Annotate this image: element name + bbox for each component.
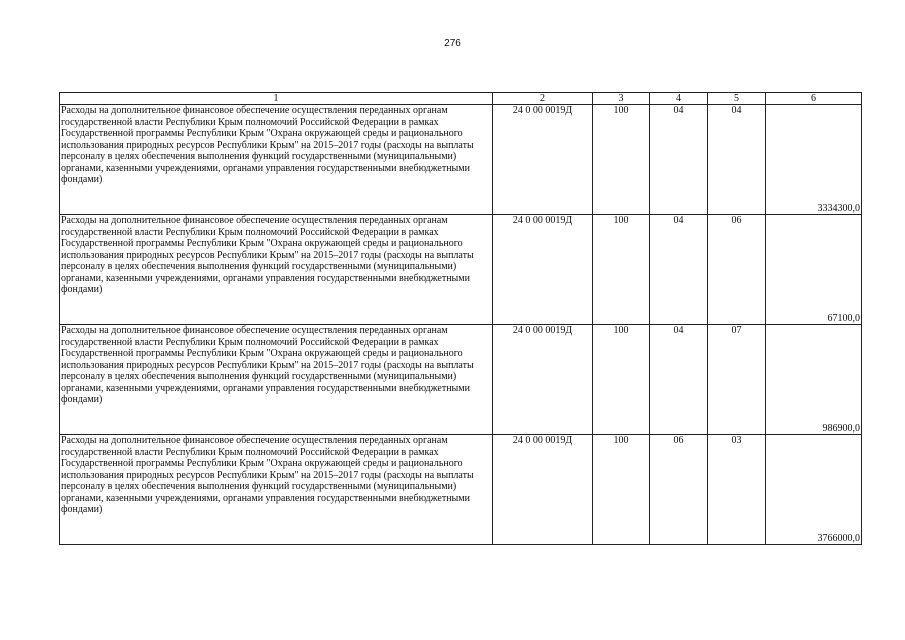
row-amount: 986900,0 — [766, 325, 862, 435]
row-expense-type: 100 — [593, 435, 650, 545]
table-header-row — [60, 93, 862, 105]
row-description: Расходы на дополнительное финансовое обеспечение осуществления переданных органам государственной власти Республики Крым полномочий Российской Федерации в рамках Государственной программы Республики Крым "Охрана окружающей среды и рационального использования природных ресурсов Республики Крым" на 2015–2017 годы (расходы на выплаты персоналу в целях обеспечения выполнения функций государственными (муниципальными) органами, казенными учреждениями, органами управления государственными внебюджетными фондами) — [60, 435, 493, 545]
row-target-code: 24 0 00 0019Д — [493, 105, 593, 215]
row-amount: 3766000,0 — [766, 435, 862, 545]
row-amount: 3334300,0 — [766, 105, 862, 215]
row-expense-type: 100 — [593, 105, 650, 215]
row-target-code: 24 0 00 0019Д — [493, 435, 593, 545]
row-subsection: 06 — [708, 215, 766, 325]
row-description: Расходы на дополнительное финансовое обеспечение осуществления переданных органам государственной власти Республики Крым полномочий Российской Федерации в рамках Государственной программы Республики Крым "Охрана окружающей среды и рационального использования природных ресурсов Республики Крым" на 2015–2017 годы (расходы на выплаты персоналу в целях обеспечения выполнения функций государственными (муниципальными) органами, казенными учреждениями, органами управления государственными внебюджетными фондами) — [60, 105, 493, 215]
row-section: 04 — [650, 215, 708, 325]
column-header-1: 1 — [60, 93, 493, 105]
row-description: Расходы на дополнительное финансовое обеспечение осуществления переданных органам государственной власти Республики Крым полномочий Российской Федерации в рамках Государственной программы Республики Крым "Охрана окружающей среды и рационального использования природных ресурсов Республики Крым" на 2015–2017 годы (расходы на выплаты персоналу в целях обеспечения выполнения функций государственными (муниципальными) органами, казенными учреждениями, органами управления государственными внебюджетными фондами) — [60, 325, 493, 435]
row-subsection: 04 — [708, 105, 766, 215]
row-expense-type: 100 — [593, 325, 650, 435]
row-section: 04 — [650, 325, 708, 435]
row-target-code: 24 0 00 0019Д — [493, 325, 593, 435]
row-subsection: 07 — [708, 325, 766, 435]
table-row — [60, 325, 862, 435]
table-row — [60, 215, 862, 325]
row-amount: 67100,0 — [766, 215, 862, 325]
row-description: Расходы на дополнительное финансовое обеспечение осуществления переданных органам государственной власти Республики Крым полномочий Российской Федерации в рамках Государственной программы Республики Крым "Охрана окружающей среды и рационального использования природных ресурсов Республики Крым" на 2015–2017 годы (расходы на выплаты персоналу в целях обеспечения выполнения функций государственными (муниципальными) органами, казенными учреждениями, органами управления государственными внебюджетными фондами) — [60, 215, 493, 325]
row-section: 04 — [650, 105, 708, 215]
table-row — [60, 105, 862, 215]
page-number: 276 — [444, 38, 461, 49]
table-row — [60, 435, 862, 545]
column-header-4: 4 — [650, 93, 708, 105]
column-header-5: 5 — [708, 93, 766, 105]
row-section: 06 — [650, 435, 708, 545]
row-subsection: 03 — [708, 435, 766, 545]
row-expense-type: 100 — [593, 215, 650, 325]
row-target-code: 24 0 00 0019Д — [493, 215, 593, 325]
column-header-3: 3 — [593, 93, 650, 105]
column-header-2: 2 — [493, 93, 593, 105]
budget-table — [59, 92, 862, 545]
column-header-6: 6 — [766, 93, 862, 105]
